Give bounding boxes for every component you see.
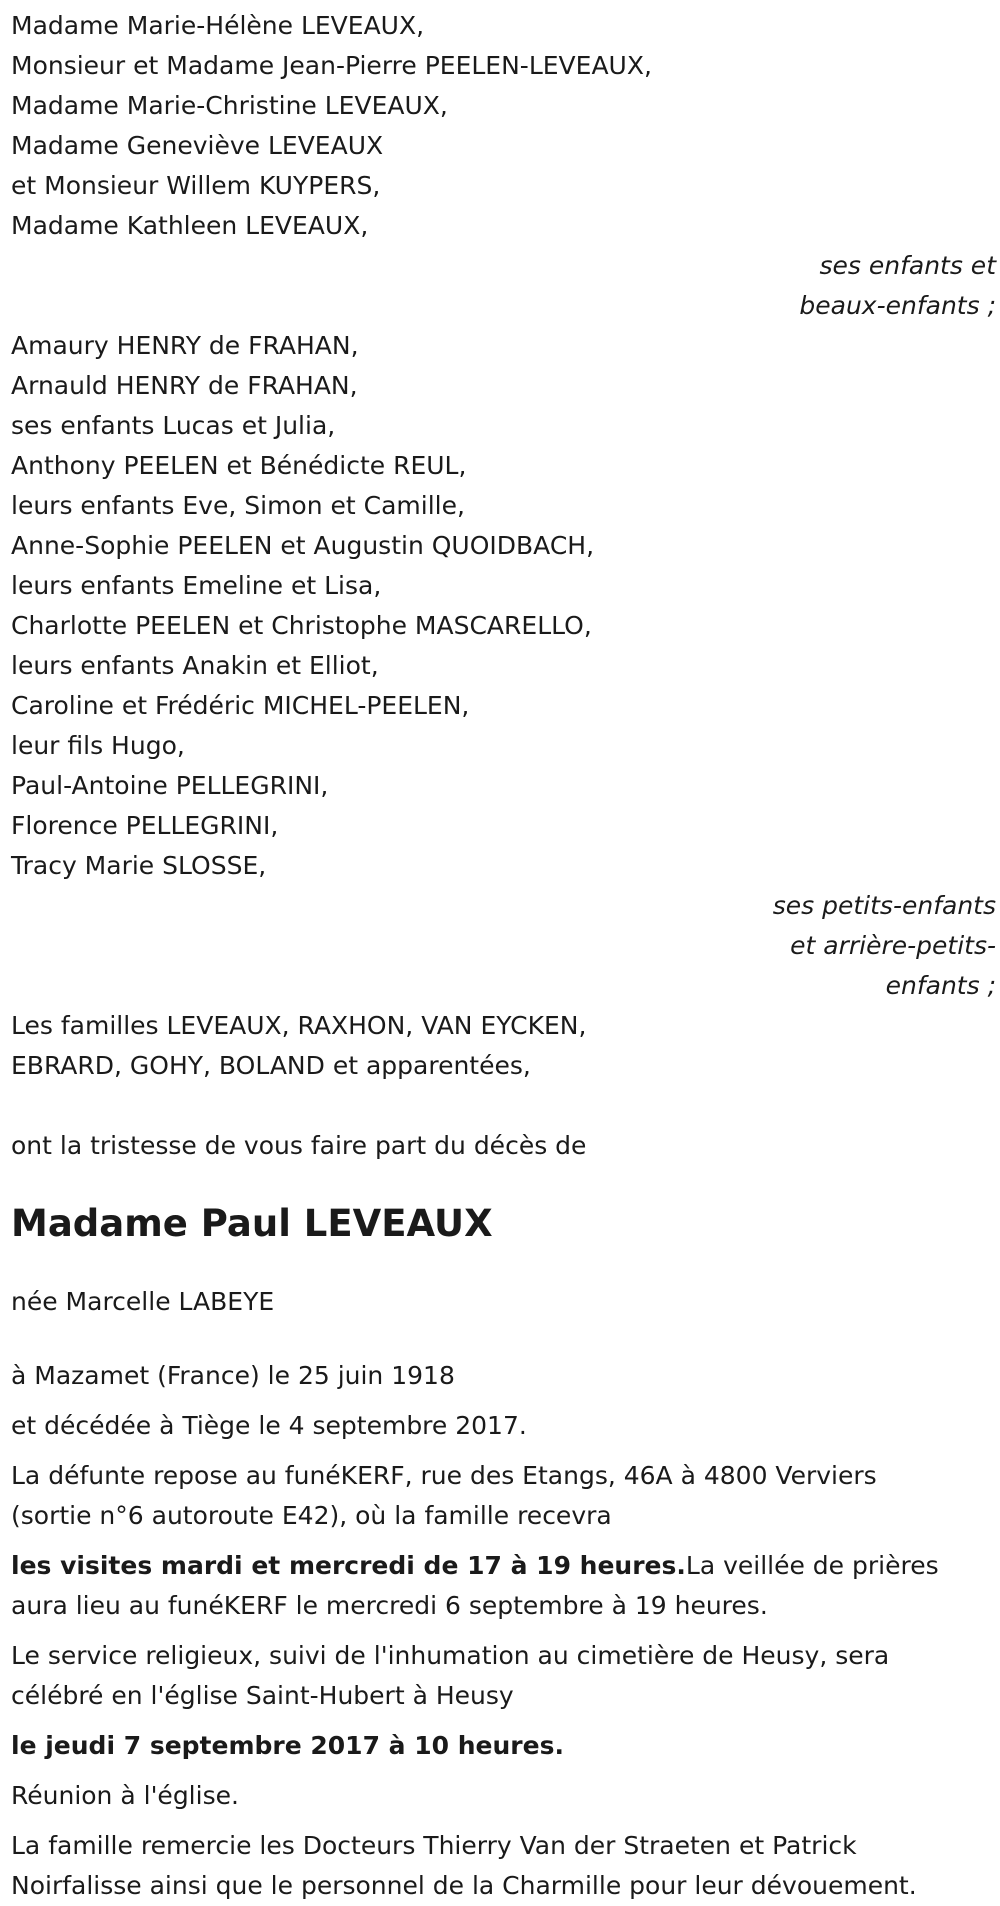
obituary-text [11, 6, 996, 1906]
children-list [11, 6, 996, 246]
vigil-start: La veillée de prières [685, 1551, 939, 1580]
service-line: célébré en l'église Saint-Hubert à Heusy [11, 1681, 514, 1710]
meeting-info: Réunion à l'église. [11, 1781, 239, 1810]
families-list [11, 1006, 996, 1086]
child-line: Monsieur et Madame Jean-Pierre PEELEN-LEVEAUX, [11, 51, 652, 80]
child-line: Madame Marie-Christine LEVEAUX, [11, 91, 448, 120]
role-line: ses enfants et [819, 251, 996, 280]
grandchild-line: ses enfants Lucas et Julia, [11, 411, 336, 440]
grandchild-line: leurs enfants Eve, Simon et Camille, [11, 491, 465, 520]
service-date: le jeudi 7 septembre 2017 à 10 heures. [11, 1731, 564, 1760]
grandchild-line: Amaury HENRY de FRAHAN, [11, 331, 359, 360]
service-info [11, 1636, 996, 1716]
grandchild-line: Florence PELLEGRINI, [11, 811, 279, 840]
grandchild-line: leurs enfants Anakin et Elliot, [11, 651, 379, 680]
repose-line: La défunte repose au funéKERF, rue des Etangs, 46A à 4800 Verviers [11, 1461, 877, 1490]
grandchild-line: Arnauld HENRY de FRAHAN, [11, 371, 358, 400]
grandchildren-list [11, 326, 996, 886]
child-line: Madame Kathleen LEVEAUX, [11, 211, 369, 240]
thanks-line: Noirfalisse ainsi que le personnel de la Charmille pour leur dévouement. [11, 1871, 917, 1900]
child-line: et Monsieur Willem KUYPERS, [11, 171, 381, 200]
spacer [11, 1322, 996, 1356]
thanks-line: La famille remercie les Docteurs Thierry Van der Straeten et Patrick [11, 1831, 857, 1860]
grandchild-line: Tracy Marie SLOSSE, [11, 851, 267, 880]
child-line: Madame Marie-Hélène LEVEAUX, [11, 11, 425, 40]
grandchildren-role [11, 886, 996, 1006]
vigil-line: aura lieu au funéKERF le mercredi 6 septembre à 19 heures. [11, 1591, 768, 1620]
role-line: enfants ; [885, 971, 996, 1000]
service-line: Le service religieux, suivi de l'inhumation au cimetière de Heusy, sera [11, 1641, 890, 1670]
repose-line: (sortie n°6 autoroute E42), où la famille recevra [11, 1501, 612, 1530]
family-line: EBRARD, GOHY, BOLAND et apparentées, [11, 1051, 531, 1080]
deceased-name: Madame Paul LEVEAUX [11, 1202, 493, 1245]
announcement: ont la tristesse de vous faire part du décès de [11, 1131, 587, 1160]
grandchild-line: Paul-Antoine PELLEGRINI, [11, 771, 329, 800]
visits-hours: les visites mardi et mercredi de 17 à 19 heures. [11, 1551, 686, 1580]
spacer [11, 1086, 996, 1126]
visits-line [11, 1546, 996, 1586]
children-role [11, 246, 996, 326]
grandchild-line: Caroline et Frédéric MICHEL-PEELEN, [11, 691, 470, 720]
grandchild-line: leurs enfants Emeline et Lisa, [11, 571, 382, 600]
visits-info [11, 1546, 996, 1626]
family-line: Les familles LEVEAUX, RAXHON, VAN EYCKEN, [11, 1011, 587, 1040]
death-info: et décédée à Tiège le 4 septembre 2017. [11, 1411, 527, 1440]
grandchild-line: Charlotte PEELEN et Christophe MASCARELLO, [11, 611, 592, 640]
thanks-info [11, 1826, 996, 1906]
role-line: beaux-enfants ; [799, 291, 996, 320]
birth-name: née Marcelle LABEYE [11, 1287, 275, 1316]
grandchild-line: Anne-Sophie PEELEN et Augustin QUOIDBACH, [11, 531, 595, 560]
grandchild-line: leur fils Hugo, [11, 731, 185, 760]
child-line: Madame Geneviève LEVEAUX [11, 131, 384, 160]
role-line: ses petits-enfants [772, 891, 996, 920]
repose-info [11, 1456, 996, 1536]
grandchild-line: Anthony PEELEN et Bénédicte REUL, [11, 451, 467, 480]
role-line: et arrière-petits- [790, 931, 996, 960]
birth-info: à Mazamet (France) le 25 juin 1918 [11, 1361, 455, 1390]
